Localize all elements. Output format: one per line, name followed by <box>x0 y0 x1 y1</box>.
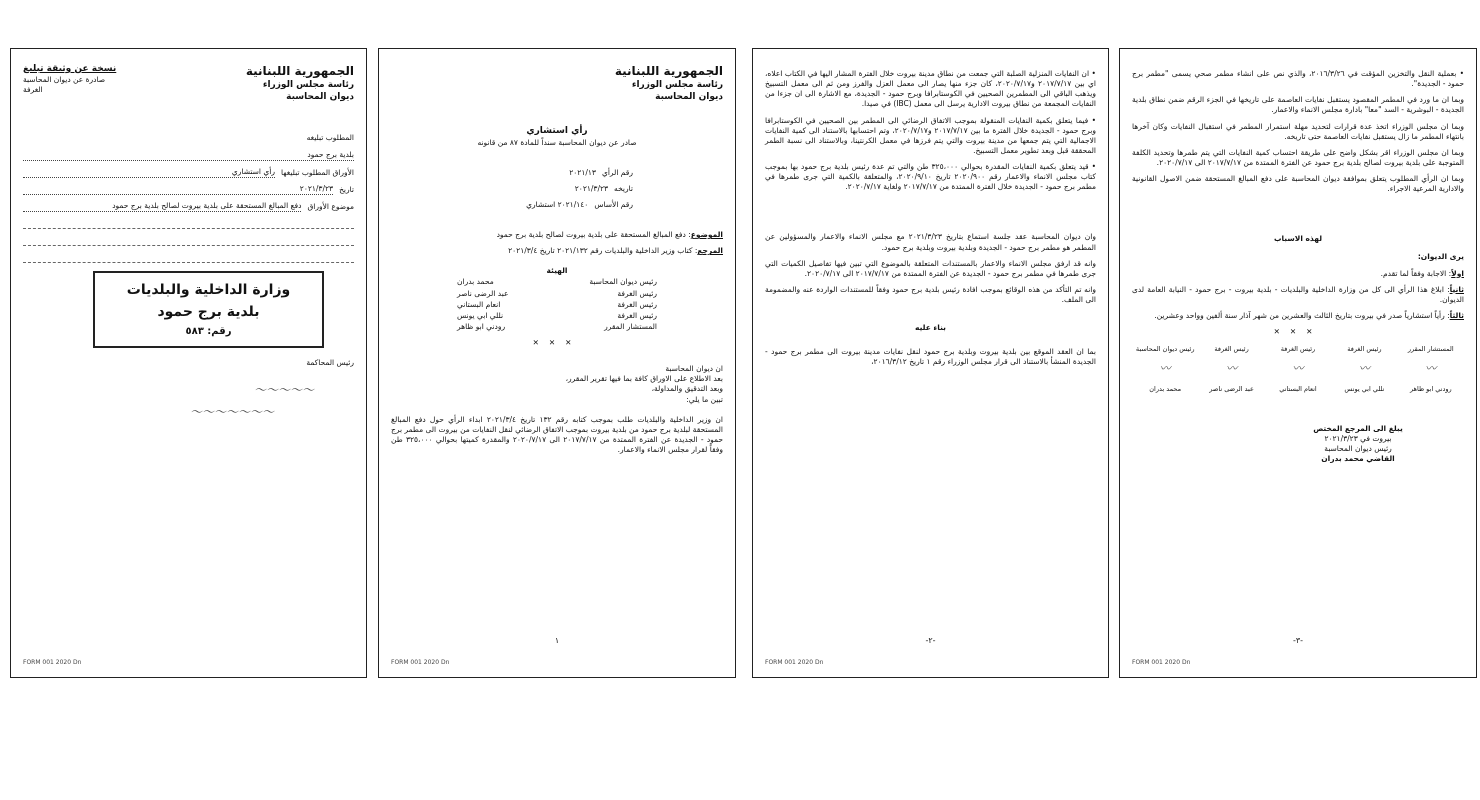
body-paragraph: وان ديوان المحاسبة عقد جلسة استماع بتاريخ ٢٠٢١/٣/٢٣ مع مجلس الانماء والاعمار والمسؤولين عن المطمر هو مطمر برج حمود - الجديدة وبلدية بيروت وبلدية برج حمود. <box>765 232 1096 252</box>
member-name: محمد بدران <box>457 277 494 287</box>
page-number: -٣- <box>1292 636 1304 646</box>
signatures <box>1132 362 1464 377</box>
signer-name: رودني ابو ظاهر <box>1409 384 1452 393</box>
reference-label: المرجع <box>697 246 723 256</box>
board-member <box>457 322 657 332</box>
signer-role: المستشار المقرر <box>1407 345 1454 354</box>
attest-line: يبلغ الى المرجع المختص <box>1313 423 1403 433</box>
letterhead <box>391 63 723 103</box>
copy-notice-line: صادرة عن ديوان المحاسبة <box>23 75 106 85</box>
opinion-meta <box>391 168 633 210</box>
signer-role: رئيس الغرفة <box>1280 345 1316 354</box>
divider <box>23 237 354 246</box>
opinion-body <box>391 364 723 455</box>
body-line: تبين ما يلي: <box>686 394 723 404</box>
signer-name: محمد بدران <box>1149 384 1182 393</box>
meta-row <box>391 168 633 178</box>
decision-item: ثالثاً: رأياً استشارياً صدر في بيروت بتاريخ الثالث والعشرين من شهر آذار سنة ألفين وواحد وعشرين. <box>1154 310 1464 320</box>
form-footer: FORM 001 2020 Dn <box>23 658 82 666</box>
attest-line: بيروت في ٢٠٢١/٣/٢٣ <box>1324 433 1392 443</box>
signature-names <box>1132 385 1464 394</box>
opinion-heading <box>391 125 723 147</box>
divider <box>23 254 354 263</box>
presidency-line: رئاسة مجلس الوزراء <box>262 80 354 91</box>
member-role: رئيس الغرفة <box>617 288 657 298</box>
form-footer: FORM 001 2020 Dn <box>765 658 824 666</box>
form-footer: FORM 001 2020 Dn <box>391 658 450 666</box>
decision-label: ثانياً <box>1449 284 1464 294</box>
document-page-4 <box>1119 48 1477 678</box>
field-row <box>23 167 354 178</box>
stamp-line: وزارة الداخلية والبلديات <box>126 282 291 299</box>
board-member <box>457 277 657 287</box>
document-page-2 <box>378 48 736 678</box>
decision-text: الاجابة وفقاً لما تقدم. <box>1380 268 1447 278</box>
signer-name: عبد الرضى ناصر <box>1209 384 1254 393</box>
field-row <box>23 184 354 195</box>
decision-intro: يرى الديوان: <box>1417 252 1464 262</box>
meta-value: ٢٠٢١/١٣ <box>569 167 596 177</box>
body-paragraph: وبما ان مجلس الوزراء اقر بشكل واضح على طريقة احتساب كمية النفايات التي يتم طمرها وتحديد الكلفة المتوجبة على بلدية بيروت لصالح بلدية برج حمود عن الفترة الممتدة من ٢٠١٧/٧/١٧ الى ٢٠٢٠/٧/١٧. <box>1132 147 1464 167</box>
attestation-block <box>1252 424 1464 465</box>
presidency-line: رئاسة مجلس الوزراء <box>631 80 723 91</box>
reference-text: كتاب وزير الداخلية والبلديات رقم ٢٠٢١/١٣٢ تاريخ ٢٠٢١/٣/٤ <box>508 246 693 256</box>
handwritten-signature: 〰 <box>1292 361 1304 375</box>
field-row <box>23 201 354 212</box>
member-name: عبد الرضى ناصر <box>457 288 509 298</box>
decision-label: اولاً <box>1451 268 1464 278</box>
section-title: بناء عليه <box>915 323 946 333</box>
handwritten-signature: 〰 <box>1159 361 1171 375</box>
field-row <box>23 150 354 161</box>
signature-roles <box>1132 345 1464 354</box>
body-paragraph: بما ان العقد الموقع بين بلدية بيروت وبلدية برج حمود لنقل نفايات مدينة بيروت الى مطمر برج حمود - الجديدة المنشأ بالاستناد الى قرار مجلس الوزراء رقم ١ تاريخ ٢٠١٦/٣/١٢، <box>765 347 1096 367</box>
meta-value: ٢٠٢١/١٤٠ استشاري <box>526 199 589 209</box>
opinion-title: رأي استشاري <box>526 126 588 137</box>
meta-label: تاريخه <box>614 183 633 193</box>
body-paragraph: • ان النفايات المنزلية الصلبة التي جمعت من نطاق مدينة بيروت خلال الفترة المشار اليها في الكتاب اعلاه، اي بين ٢٠١٧/٧/١٧ و٢٠٢٠/٧/١٧، كان جزء منها يصار الى معمل العزل والفرز ومن ثم الى معمل التسبيخ ويذهب الباقي الى المطمرين الصحيين في الكوستابرافا وبرج حمود - الجديدة، مع الاشارة الى ان جزءا من النفايات المجمعة من نطاق بيروت الادارية يرسل الى معمل (IBC) في صيدا. <box>765 69 1096 110</box>
opinion-subtitle: صادر عن ديوان المحاسبة سنداً للمادة ٨٧ من قانونه <box>477 137 637 147</box>
court-line: ديوان المحاسبة <box>655 92 723 103</box>
member-role: المستشار المقرر <box>604 321 657 331</box>
handwritten-signature: ～～～～～ <box>253 383 314 397</box>
stamp-line: رقم: ٥٨٣ <box>185 325 232 337</box>
notice-fields <box>23 133 354 263</box>
attest-line: القاضي محمد بدران <box>1321 453 1395 463</box>
signer-role: رئيس الغرفة <box>1347 345 1382 354</box>
copy-notice-title: نسخة عن وثيقة تبليغ <box>23 64 117 74</box>
handwritten-signature: 〰 <box>1358 361 1370 375</box>
body-paragraph: • بعملية النقل والتخزين المؤقت في ٢٠١٦/٣/٢٦، والذي نص على انشاء مطمر صحي يسمى "مطمر برج حمود - الجديدة". <box>1132 69 1464 89</box>
section-title: لهذه الاسباب <box>1273 234 1323 244</box>
letterhead <box>246 63 354 103</box>
subject-label: الموضوع <box>690 230 723 240</box>
board-member <box>457 289 657 299</box>
body-paragraph: ان وزير الداخلية والبلديات طلب بموجب كتابه رقم ١٣٢ تاريخ ٢٠٢١/٣/٤ ابداء الرأي حول دفع المبالغ المستحقة لبلدية برج حمود من بلدية بيروت بموجب الاتفاق الرضائي لنقل النفايات من بيروت الى مطمر برج حمود - الجديدة عن الفترة الممتدة من ٢٠١٧/٧/١٧ الى ٢٠٢٠/٧/١٧ والمقدرة كميتها بحوالي ٣٢٥،٠٠٠ طن وفقاً لقرار مجلس الانماء والاعمار. <box>391 414 724 455</box>
decision-list <box>1132 269 1464 322</box>
decision-item: اولاً: الاجابة وفقاً لما تقدم. <box>1380 268 1464 278</box>
republic-title: الجمهورية اللبنانية <box>245 64 354 78</box>
body-paragraph: وبما ان مجلس الوزراء اتخذ عدة قرارات لتحديد مهلة استمرار المطمر في استقبال النفايات وكان آخرها بانتهاء المطمر ما زال يستقبل نفايات العاصمة حتى تاريخه. <box>1132 121 1464 141</box>
board-title: الهيئة <box>546 266 568 276</box>
body-paragraph: وانه تم التأكد من هذه الوقائع بموجب افادة رئيس بلدية برج حمود وفقاً للمستندات الواردة عنه والمضمومة الى الملف. <box>765 284 1096 304</box>
page-number: ١ <box>554 636 560 646</box>
signer-role: رئيس ديوان المحاسبة <box>1135 345 1195 354</box>
decision-text: رأياً استشارياً صدر في بيروت بتاريخ الثالث والعشرين من شهر آذار سنة ألفين وواحد وعشرين. <box>1154 310 1445 320</box>
signature-block <box>23 358 354 421</box>
body-paragraph: وبما ان ما ورد في المطمر المقصود يستقبل نفايات العاصمة على تاريخها في الجزء الرقم ضمن نطاق بلدية الجديدة - البوشرية - السد "معا" بادارة مجلس الانماء والاعمار. <box>1132 95 1464 115</box>
signature-label: رئيس المحاكمة <box>306 357 354 367</box>
signer-name: انعام البستاني <box>1279 384 1317 393</box>
decision-item: ثانياً: ابلاغ هذا الرأي الى كل من وزارة الداخلية والبلديات - بلدية بيروت - برج حمود - النيابة العامة لدى الديوان. <box>1132 284 1464 304</box>
handwritten-signature: 〰 <box>1226 361 1238 375</box>
field-value: رأي استشاري <box>23 167 275 178</box>
page-number: -٢- <box>925 636 936 646</box>
body-line: بعد الاطلاع على الاوراق كافة بما فيها تقرير المقرر، <box>565 374 723 384</box>
copy-notice <box>23 63 116 95</box>
meta-label: رقم الرأي <box>601 167 633 177</box>
handwritten-signature: ～～～～～～～ <box>189 405 274 420</box>
separator-stars: ✕✕✕ <box>1273 327 1323 336</box>
republic-title: الجمهورية اللبنانية <box>614 64 723 78</box>
body-line: وبعد التدقيق والمداولة، <box>651 384 723 394</box>
body-paragraph: • قيد يتعلق بكمية النفايات المقدرة بحوالي ٣٢٥،٠٠٠ طن والتي تم عدة رئيس بلدية برج حمود بها بموجب كتاب مجلس الانماء والاعمار رقم ٢٠٢٠/٩٠٠ تاريخ ٢٠٢٠/٩/١٠، والمتعلقة بالكمية التي جرى طمرها في مطمر برج حمود - الجديدة خلال الفترة الممتدة من ٢٠١٧/٧/١٧ ولغاية ٢٠٢٠/٧/١٧. <box>765 162 1096 192</box>
board-list <box>391 277 723 332</box>
meta-row <box>391 184 633 194</box>
municipality-stamp <box>93 271 324 348</box>
member-name: رودني ابو ظاهر <box>457 321 506 331</box>
member-name: نللي ابي يونس <box>457 310 504 320</box>
subject-text: دفع المبالغ المستحقة على بلدية بيروت لصالح بلدية برج حمود <box>496 230 686 240</box>
body-intro: ان ديوان المحاسبة <box>665 364 723 374</box>
board-member <box>457 311 657 321</box>
separator-stars: ✕✕✕ <box>532 338 582 348</box>
field-label: المطلوب تبليغه <box>306 133 354 143</box>
divider <box>23 220 354 229</box>
member-role: رئيس ديوان المحاسبة <box>589 277 657 287</box>
copy-notice-line: الغرفة <box>23 85 43 95</box>
court-line: ديوان المحاسبة <box>286 92 354 103</box>
subject-line: الموضوع: دفع المبالغ المستحقة على بلدية بيروت لصالح بلدية برج حمود <box>496 230 723 240</box>
meta-label: رقم الأساس <box>594 199 633 209</box>
body-paragraph: وانه قد ارفق مجلس الانماء والاعمار بالمستندات المتعلقة بالموضوع التي تبين فيها تفاصيل الكميات التي جرى طمرها في مطمر برج حمود - الجديدة عن الفترة الممتدة من ٢٠١٧/٧/١٧ الى ٢٠٢٠/٧/١٧. <box>765 258 1096 278</box>
member-name: انعام البستاني <box>457 299 501 309</box>
stamp-line: بلدية برج حمود <box>157 304 260 321</box>
form-footer: FORM 001 2020 Dn <box>1132 658 1191 666</box>
reference-line: المرجع: كتاب وزير الداخلية والبلديات رقم ٢٠٢١/١٣٢ تاريخ ٢٠٢١/٣/٤ <box>508 246 723 256</box>
member-role: رئيس الغرفة <box>617 299 657 309</box>
signer-name: نللي ابي يونس <box>1344 384 1385 393</box>
document-page-3 <box>752 48 1109 678</box>
field-value: بلدية برج حمود <box>23 150 354 161</box>
document-page-1 <box>10 48 367 678</box>
field-value: ٢٠٢١/٣/٢٣ <box>23 184 333 195</box>
field-label: موضوع الأوراق <box>307 201 354 211</box>
board-member <box>457 300 657 310</box>
field-value: دفع المبالغ المستحقة على بلدية بيروت لصالح بلدية برج حمود <box>23 201 301 212</box>
attest-line: رئيس ديوان المحاسبة <box>1324 443 1392 453</box>
body-paragraph: • فيما يتعلق بكمية النفايات المنقولة بموجب الاتفاق الرضائي الى المطمر بين الصحيين في الكوستابرافا وبرج حمود - الجديدة خلال الفترة ما بين ٢٠١٧/٧/١٧ و٢٠٢٠/٧/١٧، وتم احتسابها بالاستناد الى كمية النفايات الاجمالية التي يتم جمعها من مدينة بيروت والتي يتم فرزها في معمل الكرنتينا، وبالاستناد الى نسبة الطمر المحققة قبل وبعد تطوير معمل التسبيخ. <box>765 116 1096 157</box>
field-label: الأوراق المطلوب تبليغها <box>280 167 354 177</box>
body-paragraph: وبما ان الرأي المطلوب يتعلق بموافقة ديوان المحاسبة على دفع المبالغ المستحقة ضمن الاصول القانونية والادارية المرعية الاجراء. <box>1132 174 1464 194</box>
decision-text: ابلاغ هذا الرأي الى كل من وزارة الداخلية والبلديات - بلدية بيروت - برج حمود - النيابة العامة لدى الديوان. <box>1132 284 1464 304</box>
decision-label: ثالثاً <box>1449 310 1464 320</box>
meta-row <box>391 200 633 210</box>
meta-value: ٢٠٢١/٣/٢٣ <box>574 183 609 193</box>
field-label: تاريخ <box>339 184 354 194</box>
handwritten-signature: 〰 <box>1425 361 1437 375</box>
member-role: رئيس الغرفة <box>617 310 657 320</box>
field-row <box>23 133 354 143</box>
signer-role: رئيس الغرفة <box>1214 345 1249 354</box>
